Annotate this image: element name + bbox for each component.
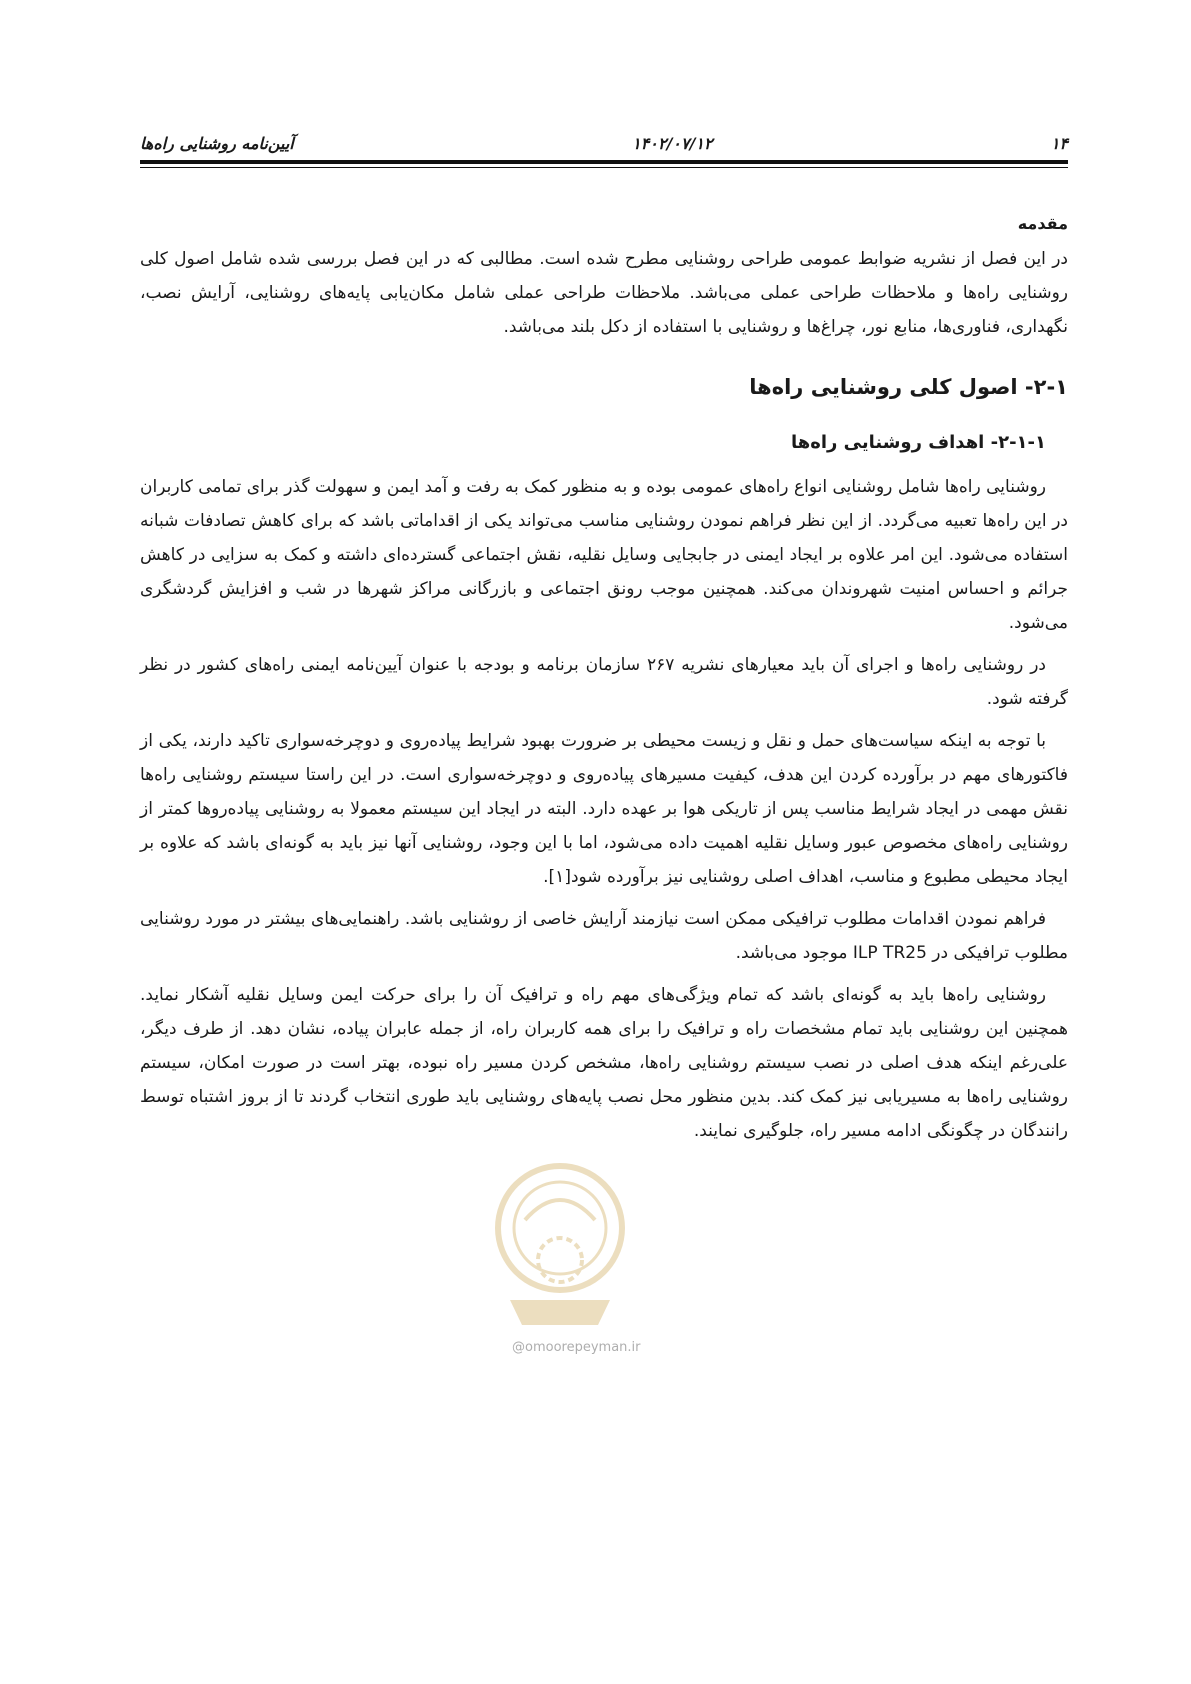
header-rule-thin — [140, 167, 1068, 168]
intro-paragraph: در این فصل از نشریه ضوابط عمومی طراحی روشنایی مطرح شده است. مطالبی که در این فصل بررسی شده شامل اصول کلی روشنایی راه‌ها و ملاحظات طراحی عملی می‌باشد. ملاحظات طراحی عملی شامل مکان‌یابی پایه‌های روشنایی، آرایش نصب، نگهداری، فناوری‌ها، منابع نور، چراغ‌ها و روشنایی با استفاده از دکل بلند می‌باشد. — [140, 249, 1068, 337]
watermark-logo-icon — [470, 1150, 650, 1340]
body-paragraph-5: روشنایی راه‌ها باید به گونه‌ای باشد که تمام ویژگی‌های مهم راه و ترافیک آن را برای حرکت ایمن وسایل نقلیه آشکار نماید. همچنین این روشنایی باید تمام مشخصات راه و ترافیک را برای همه کاربران راه، از جمله عابران پیاده، نشان دهد. از طرف دیگر، علی‌رغم اینکه هدف اصلی در نصب سیستم روشنایی راه‌ها، مشخص کردن مسیر راه نبوده، بهتر است در صورت امکان، سیستم روشنایی راه‌ها به مسیریابی نیز کمک کند. بدین منظور محل نصب پایه‌های روشنایی باید طوری انتخاب گردند تا از بروز اشتباه توسط رانندگان در چگونگی ادامه مسیر راه، جلوگیری نمایند. — [140, 985, 1068, 1141]
header-doc-title: آیین‌نامه روشنایی راه‌ها — [140, 133, 294, 153]
page-number: ۱۴ — [1050, 133, 1068, 153]
body-paragraph-3: با توجه به اینکه سیاست‌های حمل و نقل و زیست محیطی بر ضرورت بهبود شرایط پیاده‌روی و دوچرخه‌سواری تاکید دارند، یکی از فاکتورهای مهم در برآورده کردن این هدف، کیفیت مسیرهای پیاده‌روی و دوچرخه‌سواری است. در این راستا سیستم روشنایی راه‌ها نقش مهمی در ایجاد شرایط مناسب پس از تاریکی هوا بر عهده دارد. البته در ایجاد این سیستم معمولا به روشنایی پیاده‌روها کمتر از روشنایی راه‌های مخصوص عبور وسایل نقلیه اهمیت داده می‌شود، اما با این وجود، روشنایی آنها نیز باید به گونه‌ای باشد که علاوه بر ایجاد محیطی مطبوع و مناسب، اهداف اصلی روشنایی نیز برآورده شود[۱]. — [140, 731, 1068, 887]
header-rule-thick — [140, 160, 1068, 164]
page-body — [140, 210, 1068, 1156]
body-paragraph-2: در روشنایی راه‌ها و اجرای آن باید معیارهای نشریه ۲۶۷ سازمان برنامه و بودجه با عنوان آیین‌نامه ایمنی راه‌های کشور در نظر گرفته شود. — [140, 655, 1068, 709]
watermark-text: @omoorepeyman.ir — [512, 1340, 641, 1355]
intro-title: مقدمه — [1017, 214, 1068, 233]
section-heading: ۲-۱- اصول کلی روشنایی راه‌ها — [749, 375, 1068, 399]
body-paragraph-4: فراهم نمودن اقدامات مطلوب ترافیکی ممکن است نیازمند آرایش خاصی از روشنایی باشد. راهنمایی‌های بیشتر در مورد روشنایی مطلوب ترافیکی در ILP TR25 موجود می‌باشد. — [140, 909, 1068, 963]
header-date: ۱۴۰۲/۰۷/۱۲ — [632, 133, 713, 153]
page-header — [140, 128, 1068, 158]
subsection-heading: ۲-۱-۱- اهداف روشنایی راه‌ها — [790, 432, 1046, 453]
body-paragraph-1: روشنایی راه‌ها شامل روشنایی انواع راه‌های عمومی بوده و به منظور کمک به رفت و آمد ایمن و سهولت گذر برای تمامی کاربران در این راه‌ها تعبیه می‌گردد. از این نظر فراهم نمودن روشنایی مناسب می‌تواند یکی از اقداماتی باشد که برای کاهش تصادفات شبانه استفاده می‌شود. این امر علاوه بر ایجاد ایمنی در جابجایی وسایل نقلیه، نقش اجتماعی گسترده‌ای داشته و کمک به سزایی در کاهش جرائم و احساس امنیت شهروندان می‌کند. همچنین موجب رونق اجتماعی و بازرگانی مراکز شهرها در شب و افزایش گردشگری می‌شود. — [140, 477, 1068, 633]
